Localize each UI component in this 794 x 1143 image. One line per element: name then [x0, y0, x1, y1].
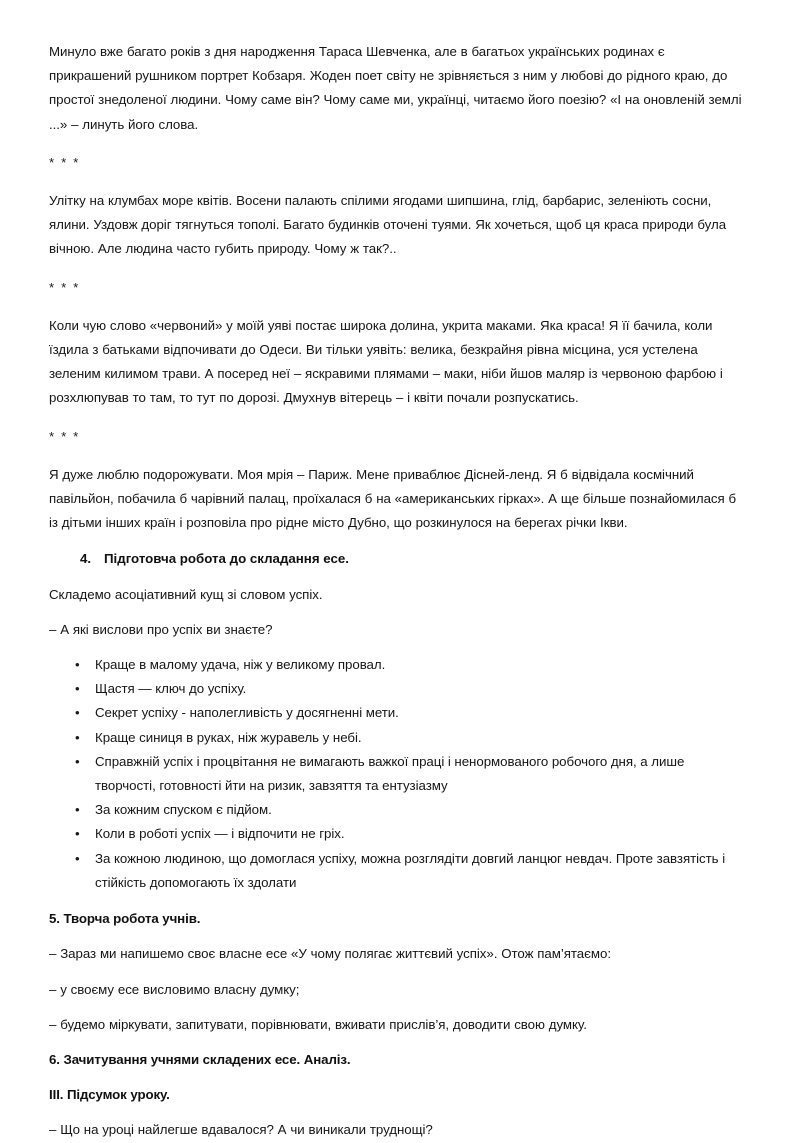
bullet-icon: •	[75, 729, 80, 745]
section-4-intro: Складемо асоціативний кущ зі словом успіх.	[49, 586, 323, 602]
bullet-icon: •	[75, 802, 80, 818]
section-4-title: Підготовча робота до складання есе.	[104, 551, 349, 567]
spacer	[49, 931, 746, 942]
spacer	[49, 535, 746, 547]
section-separator-2: * * *	[49, 279, 80, 295]
spacer	[49, 607, 746, 618]
list-item-label: Щастя — ключ до успіху.	[95, 681, 247, 697]
list-item-label: Коли в роботі успіх — і відпочити не гріх.	[95, 826, 345, 842]
list-item-label: За кожною людиною, що домоглася успіху, можна розглядіти довгий ланцюг невдач. Проте завзятість і стійкість допомогають їх здолати	[95, 850, 726, 890]
spacer	[49, 1037, 746, 1048]
list-item-label: Краще синиця в руках, ніж журавель у небі.	[95, 729, 362, 745]
list-item-label: Секрет успіху - наполегливість у досягненні мети.	[95, 705, 399, 721]
spacer	[49, 1107, 746, 1118]
list-item	[49, 726, 746, 750]
list-item	[49, 798, 746, 822]
section-separator-3: * * *	[49, 428, 80, 444]
spacer	[49, 572, 746, 583]
bullet-icon: •	[75, 705, 80, 721]
paragraph-4: Я дуже люблю подорожувати. Моя мрія – Париж. Мене приваблює Дісней-ленд. Я б відвідала космічний павільйон, побачила б чарівний палац, проїхалася б на «американських гірках». А ще більше познайомилася б із дітьми інших країн і розповіла про рідне місто Дубно, що розкинулося на берегах річки Ікви.	[49, 466, 737, 531]
spacer	[49, 262, 746, 276]
section-5-line-3: – будемо міркувати, запитувати, порівнювати, вживати прислів’я, доводити свою думку.	[49, 1016, 587, 1032]
bullet-icon: •	[75, 657, 80, 673]
bullet-icon: •	[75, 681, 80, 697]
document-body	[49, 40, 746, 1143]
list-item	[49, 677, 746, 701]
paragraph-1: Минуло вже багато років з дня народження Тараса Шевченка, але в багатьох українських родинах є прикрашений рушником портрет Кобзаря. Жоден поет світу не зрівняється з ним у любові до рідного краю, до простої знедоленої людини. Чому саме він? Чому саме ми, українці, читаємо його поезію? «І на оновленій землі ...» – линуть його слова.	[49, 44, 742, 132]
spacer	[49, 300, 746, 314]
list-item	[49, 750, 746, 798]
section-4-heading	[49, 547, 746, 571]
section-4-number: 4.	[80, 551, 92, 567]
spacer	[49, 642, 746, 653]
paragraph-3: Коли чую слово «червоний» у моїй уяві постає широка долина, укрита маками. Яка краса! Я її бачила, коли їздила з батьками відпочивати до Одеси. Ви тільки уявіть: велика, безкрайня рівна місцина, уся устелена зеленим килимом трави. А посеред неї – яскравими плямами – маки, ніби йшов маляр із червоною фарбою і розхлюпував то там, то тут по дорозі. Дмухнув вітерець – і квіти почали розпускатись.	[49, 317, 723, 406]
list-item-label: Справжній успіх і процвітання не вимагають важкої праці і ненормованого робочого дня, а лише творчості, готовності йти на ризик, завзяття та ентузіазму	[95, 753, 685, 794]
section-5-line-1: – Зараз ми напишемо своє власне есе «У чому полягає життєвий успіх». Отож пам’ятаємо:	[49, 946, 611, 962]
paragraph-2: Улітку на клумбах море квітів. Восени палають спілими ягодами шипшина, глід, барбарис, зеленіють сосни, ялини. Уздовж доріг тягнуться тополі. Багато будинків оточені туями. Як хочеться, щоб ця краса природи була вічною. Але людина часто губить природу. Чому ж так?..	[49, 193, 727, 257]
summary-heading: III. Підсумок уроку.	[49, 1087, 170, 1103]
spacer	[49, 895, 746, 907]
spacer	[49, 449, 746, 463]
list-item	[49, 701, 746, 725]
spacer	[49, 1002, 746, 1013]
section-5-heading: 5. Творча робота учнів.	[49, 911, 201, 927]
spacer	[49, 137, 746, 151]
success-sayings-list	[49, 653, 746, 895]
bullet-icon: •	[75, 850, 80, 866]
spacer	[49, 175, 746, 189]
list-item	[49, 847, 746, 895]
section-6-heading: 6. Зачитування учнями складених есе. Аналіз.	[49, 1051, 351, 1067]
list-item	[49, 822, 746, 846]
summary-question: – Що на уроці найлегше вдавалося? А чи виникали труднощі?	[49, 1122, 433, 1138]
spacer	[49, 1072, 746, 1083]
spacer	[49, 411, 746, 425]
section-separator-1: * * *	[49, 154, 80, 170]
list-item	[49, 653, 746, 677]
spacer	[49, 967, 746, 978]
bullet-icon: •	[75, 826, 80, 842]
bullet-icon: •	[75, 753, 80, 769]
list-item-label: Краще в малому удача, ніж у великому провал.	[95, 657, 386, 673]
section-4-question: – А які вислови про успіх ви знаєте?	[49, 621, 273, 637]
list-item-label: За кожним спуском є підйом.	[95, 802, 272, 818]
section-5-line-2: – у своєму есе висловимо власну думку;	[49, 981, 300, 997]
